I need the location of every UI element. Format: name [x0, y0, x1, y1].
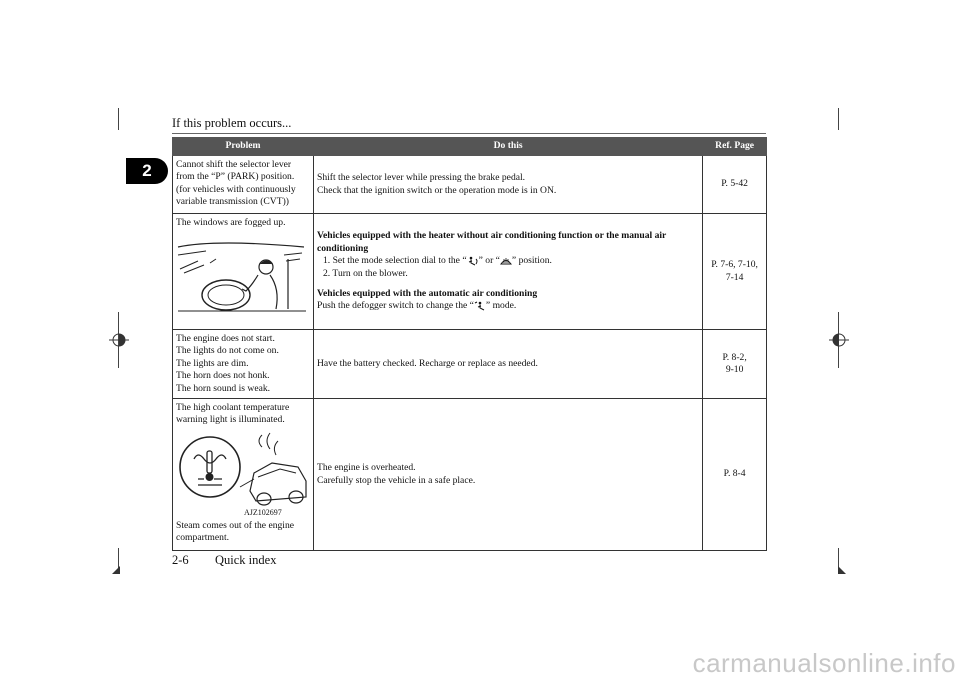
column-header-ref-page: Ref. Page	[703, 138, 767, 156]
do-this-cell: Shift the selector lever while pressing the brake pedal. Check that the ignition switch or the operation mode is in ON.	[314, 156, 703, 214]
ref-page-cell: P. 7-6, 7-10, 7-14	[703, 214, 767, 330]
svg-text:AJZ102697: AJZ102697	[244, 507, 282, 517]
table-row	[173, 330, 767, 399]
fogged-windshield-illustration	[176, 233, 308, 313]
table-header-row	[173, 138, 767, 156]
page-number: 2-6	[172, 553, 189, 567]
ref-page-cell: P. 8-4	[703, 399, 767, 551]
table-row	[173, 399, 767, 551]
corner-mark-icon	[110, 558, 130, 578]
watermark: carmanualsonline.info	[692, 648, 956, 678]
floor-defrost-mode-icon	[474, 301, 486, 311]
overheating-engine-illustration	[176, 431, 310, 517]
column-header-problem: Problem	[173, 138, 314, 156]
section-name: Quick index	[215, 553, 277, 567]
corner-mark-icon	[828, 558, 848, 578]
table-row	[173, 156, 767, 214]
do-this-cell: The engine is overheated. Carefully stop the vehicle in a safe place.	[314, 399, 703, 551]
do-this-cell: Vehicles equipped with the heater without air conditioning function or the manual air conditioning 1. Set the mode selection dial to the “ ” or “ ” position. 2. Turn on the blower. Vehicles equipped with the automatic air conditioning Push the defogger switch to change the “ ” mode.	[314, 214, 703, 330]
step-1: 1. Set the mode selection dial to the “ ” or “ ” position.	[323, 255, 552, 267]
ref-page-cell: P. 5-42	[703, 156, 767, 214]
problem-cell: Cannot shift the selector lever from the “P” (PARK) position. (for vehicles with continuously variable transmission (CVT))	[173, 156, 314, 214]
chapter-tab: 2	[126, 158, 168, 184]
crop-mark	[118, 108, 119, 130]
table-row	[173, 214, 767, 330]
defrost-mode-icon	[500, 256, 512, 266]
floor-vent-mode-icon	[467, 256, 479, 266]
page-header-title: If this problem occurs...	[172, 116, 292, 130]
column-header-do-this: Do this	[314, 138, 703, 156]
header-divider	[172, 133, 766, 134]
problem-cell: The high coolant temperature warning light is illuminated. AJZ102697 Steam comes out of the engine compartment.	[173, 399, 314, 551]
registration-mark-icon	[829, 330, 849, 350]
crop-mark	[838, 108, 839, 130]
quick-index-table	[172, 137, 767, 551]
problem-cell: The windows are fogged up.	[173, 214, 314, 330]
ref-page-cell: P. 8-2, 9-10	[703, 330, 767, 399]
problem-cell: The engine does not start. The lights do not come on. The lights are dim. The horn does not honk. The horn sound is weak.	[173, 330, 314, 399]
defogger-instruction: Push the defogger switch to change the “ ” mode.	[317, 300, 517, 312]
do-this-cell: Have the battery checked. Recharge or replace as needed.	[314, 330, 703, 399]
registration-mark-icon	[109, 330, 129, 350]
